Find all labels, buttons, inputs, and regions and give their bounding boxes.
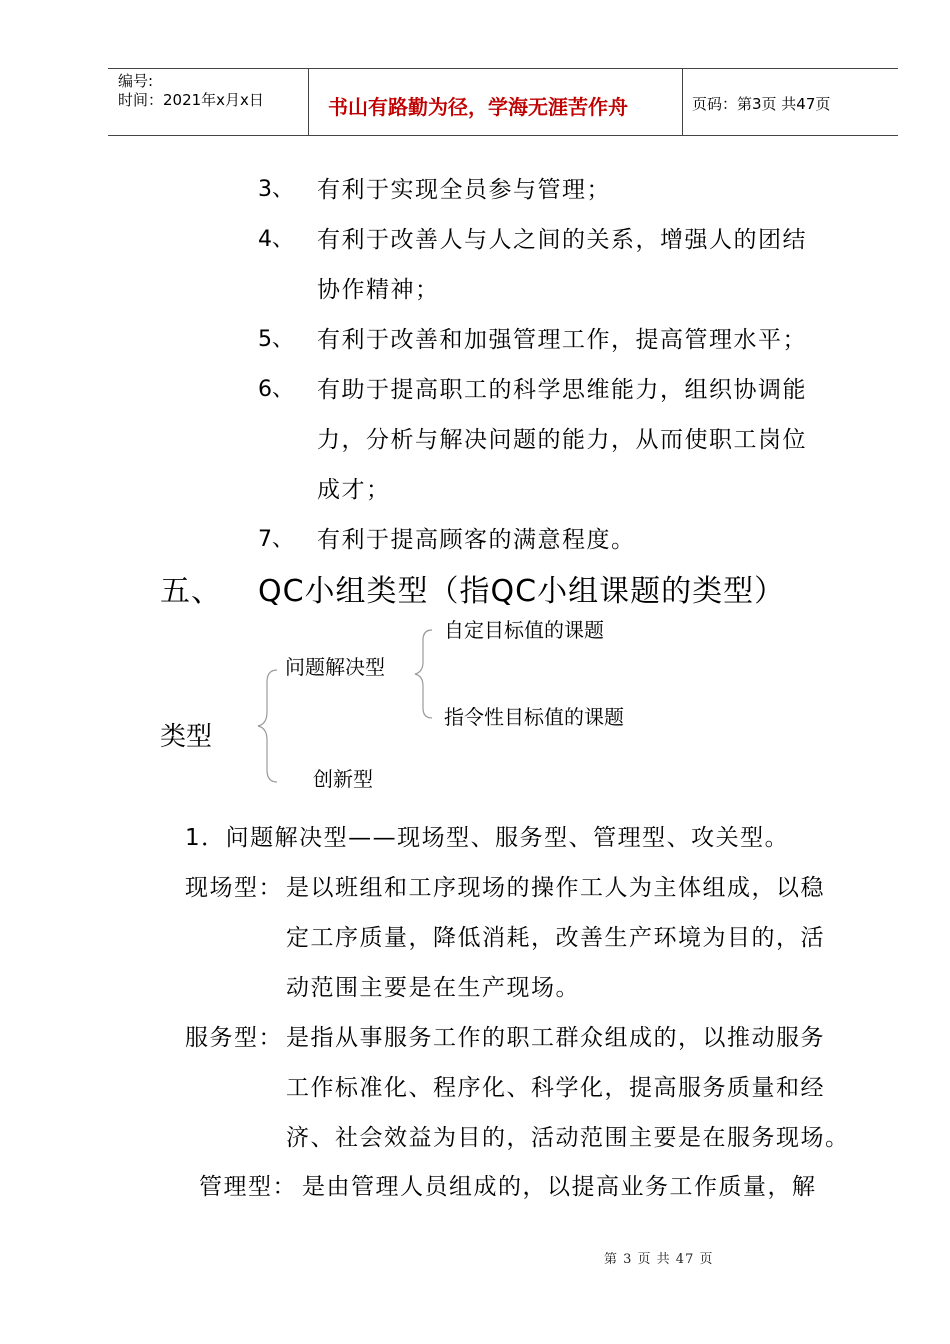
section-title: QC小组类型（指QC小组课题的类型） — [258, 574, 786, 609]
list-item-text: 有利于提高顾客的满意程度。 — [317, 527, 636, 553]
list-item-text: 力，分析与解决问题的能力，从而使职工岗位 — [317, 427, 807, 453]
definition-text: 工作标准化、程序化、科学化，提高服务质量和经 — [286, 1075, 825, 1101]
definition-term: 现场型： — [185, 875, 283, 901]
page-info: 页码：第3页 共47页 — [692, 95, 831, 113]
list-item-text: 成才； — [317, 477, 391, 503]
diagram-branch-innovation: 创新型 — [313, 767, 373, 791]
number-label: 编号: — [118, 72, 154, 90]
header-divider-right — [682, 68, 683, 136]
definition-term: 管理型： — [199, 1174, 297, 1200]
diagram-branch-problem-solving: 问题解决型 — [285, 655, 385, 679]
header-motto: 书山有路勤为径，学海无涯苦作舟 — [328, 95, 628, 119]
header-bottom-border — [108, 135, 898, 136]
definition-text: 是指从事服务工作的职工群众组成的，以推动服务 — [286, 1025, 825, 1051]
list-item-text: 有利于实现全员参与管理； — [317, 177, 611, 203]
definition-text: 动范围主要是在生产现场。 — [286, 975, 580, 1001]
list-item-text: 协作精神； — [317, 277, 440, 303]
diagram-leaf-self-set-target: 自定目标值的课题 — [444, 618, 604, 642]
problem-solving-types-line: 1．问题解决型——现场型、服务型、管理型、攻关型。 — [185, 825, 790, 851]
branch-brace — [412, 628, 438, 720]
section-number: 五、 — [160, 574, 222, 609]
list-item-number: 4、 — [258, 227, 294, 252]
definition-text: 是由管理人员组成的，以提高业务工作质量，解 — [302, 1174, 817, 1200]
definition-text: 是以班组和工序现场的操作工人为主体组成，以稳 — [286, 875, 825, 901]
header-top-border — [108, 68, 898, 69]
definition-text: 济、社会效益为目的，活动范围主要是在服务现场。 — [286, 1125, 850, 1151]
list-item-number: 7、 — [258, 527, 294, 552]
diagram-root-label: 类型 — [160, 722, 213, 752]
list-item-text: 有利于改善和加强管理工作，提高管理水平； — [317, 327, 807, 353]
definition-term: 服务型： — [185, 1025, 283, 1051]
list-item-number: 6、 — [258, 377, 294, 402]
definition-text: 定工序质量，降低消耗，改善生产环境为目的，活 — [286, 925, 825, 951]
header-divider-left — [308, 68, 309, 136]
list-item-number: 5、 — [258, 327, 294, 352]
list-item-text: 有利于改善人与人之间的关系，增强人的团结 — [317, 227, 807, 253]
list-item-text: 有助于提高职工的科学思维能力，组织协调能 — [317, 377, 807, 403]
time-label: 时间：2021年x月x日 — [118, 91, 264, 109]
list-item-number: 3、 — [258, 177, 294, 202]
page-footer: 第 3 页 共 47 页 — [604, 1252, 714, 1267]
root-brace — [255, 668, 285, 784]
diagram-leaf-directive-target: 指令性目标值的课题 — [444, 705, 624, 729]
